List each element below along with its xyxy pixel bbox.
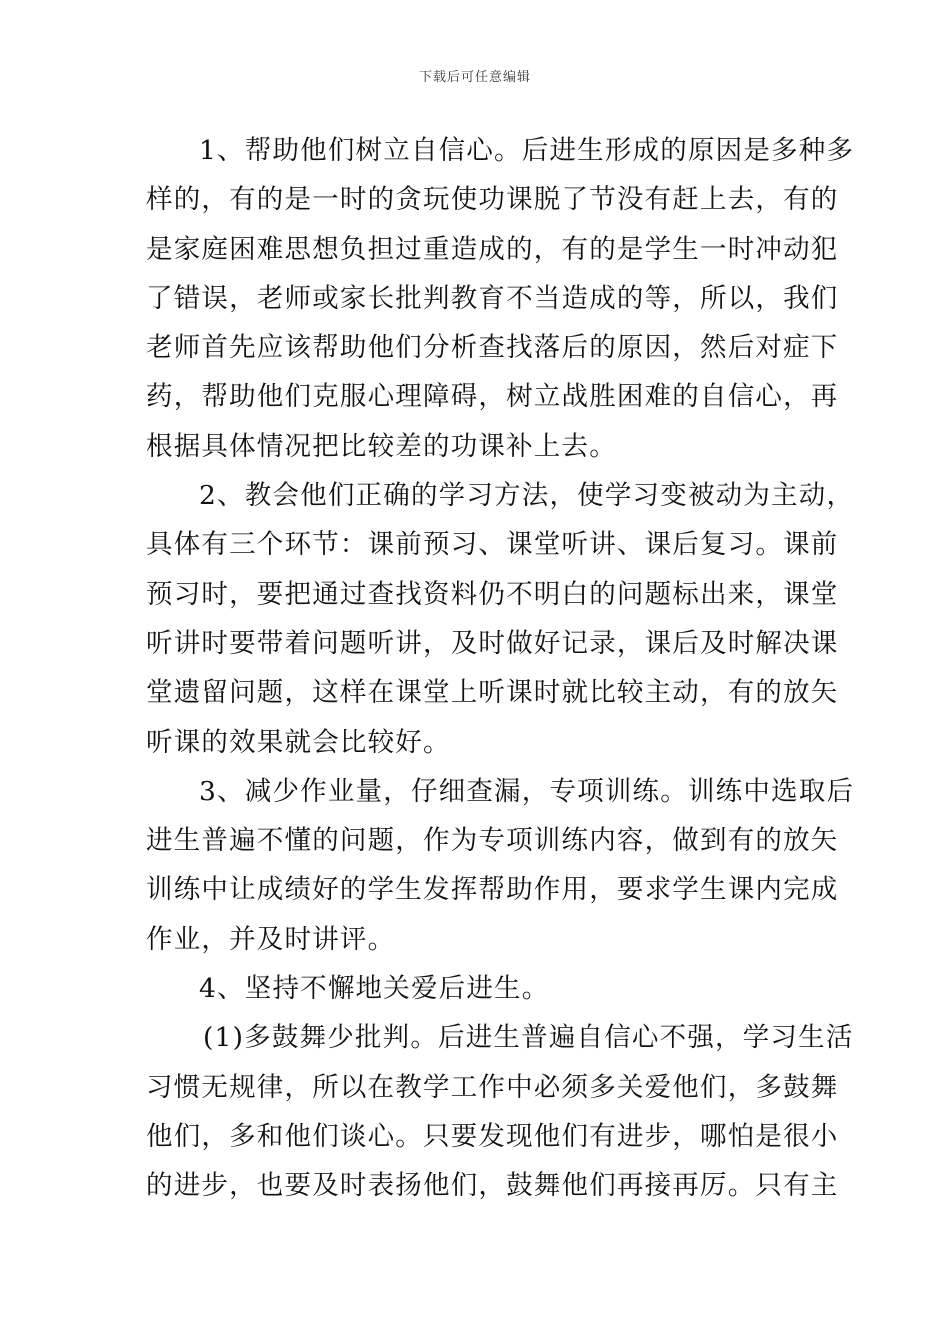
paragraph-1-line-2: 样的，有的是一时的贪玩使功课脱了节没有赶上去，有的	[146, 184, 839, 216]
paragraph-5-line-3: 他们，多和他们谈心。只要发现他们有进步，哪怕是很小	[146, 1120, 839, 1152]
paragraph-3-line-1: 3、减少作业量，仔细查漏，专项训练。训练中选取后	[199, 775, 855, 807]
paragraph-5-line-1: (1)多鼓舞少批判。后进生普遍自信心不强，学习生活	[203, 1022, 854, 1054]
paragraph-5-line-2: 习惯无规律，所以在教学工作中必须多关爱他们，多鼓舞	[146, 1071, 839, 1103]
paragraph-3-line-2: 进生普遍不懂的问题，作为专项训练内容，做到有的放矢	[146, 825, 839, 857]
paragraph-2-line-6: 听课的效果就会比较好。	[146, 726, 451, 758]
paragraph-1-line-4: 了错误，老师或家长批判教育不当造成的等，所以，我们	[146, 282, 839, 314]
paragraph-5-line-4: 的进步，也要及时表扬他们，鼓舞他们再接再厉。只有主	[146, 1170, 839, 1202]
paragraph-1-line-7: 根据具体情况把比较差的功课补上去。	[146, 430, 617, 462]
paragraph-2-line-5: 堂遗留问题，这样在课堂上听课时就比较主动，有的放矢	[146, 677, 839, 709]
paragraph-1-line-1: 1、帮助他们树立自信心。后进生形成的原因是多种多	[199, 135, 855, 166]
page-header: 下载后可任意编辑	[418, 70, 531, 85]
paragraph-4-line-1: 4、坚持不懈地关爱后进生。	[199, 973, 550, 1005]
body-text	[146, 126, 855, 1211]
paragraph-2-line-2: 具体有三个环节：课前预习、课堂听讲、课后复习。课前	[146, 529, 839, 561]
paragraph-3-line-4: 作业，并及时讲评。	[146, 923, 396, 955]
paragraph-1-line-3: 是家庭困难思想负担过重造成的，有的是学生一时冲动犯	[146, 233, 839, 265]
paragraph-3-line-3: 训练中让成绩好的学生发挥帮助作用，要求学生课内完成	[146, 874, 839, 906]
paragraph-1-line-6: 药，帮助他们克服心理障碍，树立战胜困难的自信心，再	[146, 381, 839, 413]
paragraph-2-line-3: 预习时，要把通过查找资料仍不明白的问题标出来，课堂	[146, 578, 839, 610]
paragraph-1-line-5: 老师首先应该帮助他们分析查找落后的原因，然后对症下	[146, 332, 839, 364]
paragraph-2-line-4: 听讲时要带着问题听讲，及时做好记录，课后及时解决课	[146, 627, 839, 659]
paragraph-2-line-1: 2、教会他们正确的学习方法，使学习变被动为主动，	[199, 480, 855, 512]
